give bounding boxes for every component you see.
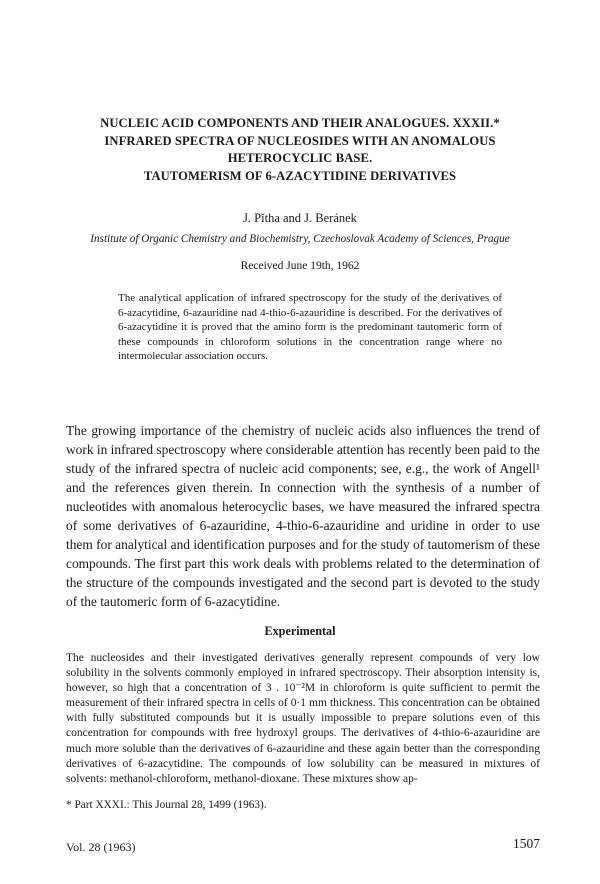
- title-line-1: NUCLEIC ACID COMPONENTS AND THEIR ANALOGUES. XXXII.*: [100, 116, 500, 130]
- intro-paragraph: The growing importance of the chemistry of nucleic acids also influences the trend of work in infrared spectroscopy where considerable attention has recently been paid to the study of the infrared spectra of nucleic acid components; see, e.g., the work of Angell¹ and the references given therein. In connection with the synthesis of a number of nucleotides with anomalous heterocyclic bases, we have measured the infrared spectra of some derivatives of 6-azauridine, 4-thio-6-azauridine and uridine in order to use them for analytical and identification purposes and for the study of tautomerism of these compounds. The first part this work deals with problems related to the determination of the structure of the compounds investigated and the second part is devoted to the study of the tautomeric form of 6-azacytidine.: [66, 423, 540, 609]
- authors: J. Pĭtha and J. Beránek: [243, 211, 357, 225]
- title-line-3: HETEROCYCLIC BASE.: [227, 151, 373, 165]
- experimental-paragraph: The nucleosides and their investigated derivatives generally represent compounds of very low solubility in the solvents commonly employed in infrared spectroscopy. Their absorption intensity is, however, so high that a concentration of 3 . 10⁻²M in chloroform is quite sufficient to permit the measurement of their infrared spectra in cells of 0·1 mm thickness. This concentration can be obtained with fully substituted compounds but it is usually impossible to prepare solutions even of this concentration for compounds with free hydroxyl groups. The derivatives of 4-thio-6-azauridine are much more soluble than the derivatives of 6-azauridine and these again better than the corresponding derivatives of 6-azacytidine. The compounds of low solubility can be measured in mixtures of solvents: methanol-chloroform, methanol-dioxane. These mixtures show ap-: [66, 652, 540, 785]
- title-line-2: INFRARED SPECTRA OF NUCLEOSIDES WITH AN ANOMALOUS: [104, 133, 496, 148]
- article-title: [60, 115, 540, 185]
- volume-info: Vol. 28 (1963): [66, 840, 136, 854]
- section-heading: Experimental: [264, 624, 336, 638]
- affiliation: Institute of Organic Chemistry and Biochemistry, Czechoslovak Academy of Sciences, Prague: [90, 233, 510, 245]
- received-date: Received June 19th, 1962: [240, 260, 360, 272]
- title-line-4: TAUTOMERISM OF 6-AZACYTIDINE DERIVATIVES: [143, 168, 457, 183]
- abstract: The analytical application of infrared spectroscopy for the study of the derivatives of 6-azacytidine, 6-azauridine nad 4-thio-6-azauridine is described. For the derivatives of 6-azacytidine it is proved that the amino form is the predominant tautomeric form of these compounds in chloroform solutions in the concentration range where no intermolecular association occurs.: [118, 292, 502, 363]
- footnote: * Part XXXI.: This Journal 28, 1499 (1963).: [66, 799, 267, 811]
- page-number: 1507: [513, 836, 540, 851]
